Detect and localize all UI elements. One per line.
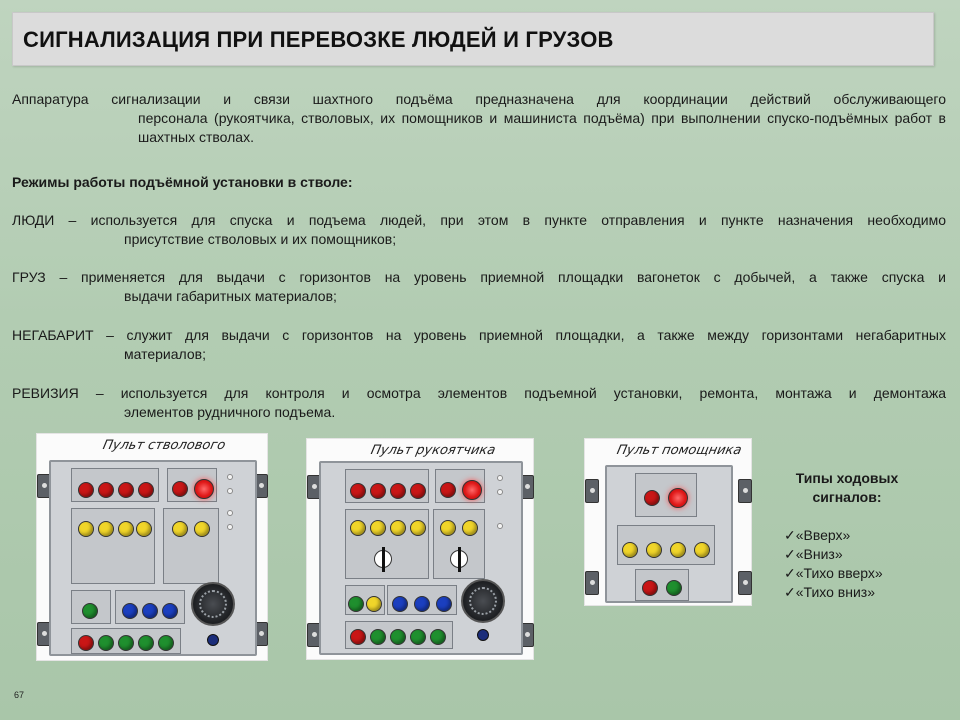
yellow-lamp-icon [194, 521, 210, 537]
lamp-box [163, 508, 219, 584]
indicator-dot-icon [497, 523, 503, 529]
red-lamp-icon [172, 481, 188, 497]
indicator-dot-icon [497, 489, 503, 495]
signal-item: «Вверх» [795, 527, 851, 543]
yellow-lamp-icon [98, 521, 114, 537]
panel-stvolovoy-image [36, 433, 268, 661]
lamp-box [71, 590, 111, 624]
indicator-dot-icon [497, 475, 503, 481]
yellow-lamp-icon [350, 520, 366, 536]
lamp-box [635, 569, 689, 601]
red-lamp-icon [78, 482, 94, 498]
list-item: ✓«Тихо вниз» [784, 584, 875, 600]
green-lamp-icon [430, 629, 446, 645]
key-switch-icon [374, 550, 392, 568]
panel-rukoyatchik-image [306, 438, 534, 660]
title-bar [12, 12, 934, 66]
page-title: СИГНАЛИЗАЦИЯ ПРИ ПЕРЕВОЗКЕ ЛЮДЕЙ И ГРУЗОВ [23, 27, 614, 52]
red-lamp-icon [350, 483, 366, 499]
indicator-dot-icon [227, 488, 233, 494]
yellow-lamp-icon [172, 521, 188, 537]
yellow-lamp-icon [410, 520, 426, 536]
red-lamp-icon [98, 482, 114, 498]
mode-line: присутствие стволовых и их помощников; [124, 231, 397, 247]
lamp-box [617, 525, 715, 565]
mode-line: НЕГАБАРИТ – служит для выдачи с горизонтов на уровень приемной площадки, а также между горизонтами негабаритных [12, 327, 946, 343]
blue-lamp-icon [414, 596, 430, 612]
lamp-box [387, 585, 457, 615]
list-item: ✓«Вверх» [784, 527, 851, 543]
lamp-box [345, 585, 385, 615]
red-lamp-icon [440, 482, 456, 498]
mode-line: ЛЮДИ – используется для спуска и подъема людей, при этом в пункте отправления и пункте назначения необходимо [12, 212, 946, 228]
green-lamp-icon [390, 629, 406, 645]
lamp-box [435, 469, 485, 503]
panel-label: Пульт рукоятчика [369, 443, 497, 458]
mode-line: элементов рудничного подъема. [124, 404, 336, 420]
yellow-lamp-icon [78, 521, 94, 537]
yellow-lamp-icon [118, 521, 134, 537]
signal-lamp-icon [194, 479, 214, 499]
mode-negabarit [12, 326, 946, 364]
intro-first-line: Аппаратура сигнализации и связи шахтного подъёма предназначена для координации действий обслуживающего [12, 91, 946, 107]
red-lamp-icon [644, 490, 660, 506]
page-number: 67 [14, 690, 25, 700]
red-lamp-icon [410, 483, 426, 499]
mode-line: материалов; [124, 346, 206, 362]
green-lamp-icon [138, 635, 154, 651]
blue-lamp-icon [436, 596, 452, 612]
lamp-box [71, 468, 159, 502]
lamp-box [433, 509, 485, 579]
mount-ear-icon [585, 479, 599, 503]
blue-lamp-icon [122, 603, 138, 619]
yellow-lamp-icon [136, 521, 152, 537]
lamp-box [345, 469, 429, 503]
mount-ear-icon [738, 571, 752, 595]
green-lamp-icon [370, 629, 386, 645]
green-lamp-icon [410, 629, 426, 645]
mode-line: выдачи габаритных материалов; [124, 288, 337, 304]
panel-label: Пульт помощника [615, 443, 743, 458]
panel-plate [319, 461, 523, 655]
yellow-lamp-icon [390, 520, 406, 536]
red-lamp-icon [78, 635, 94, 651]
panel-plate [49, 460, 257, 656]
green-lamp-icon [82, 603, 98, 619]
blue-lamp-icon [162, 603, 178, 619]
mode-lyudi [12, 211, 946, 249]
lamp-box [71, 628, 181, 654]
mount-ear-icon [585, 571, 599, 595]
mode-gruz [12, 268, 946, 306]
signals-title: Типы ходовых сигналов: [795, 470, 899, 505]
lamp-box [345, 621, 453, 649]
list-item: ✓«Вниз» [784, 546, 843, 562]
red-lamp-icon [138, 482, 154, 498]
green-lamp-icon [348, 596, 364, 612]
yellow-lamp-icon [366, 596, 382, 612]
mode-line: ГРУЗ – применяется для выдачи с горизонтов на уровень приемной площадки вагонеток с добычей, а также спуска и [12, 269, 946, 285]
intro-paragraph [12, 90, 946, 147]
signal-item: «Вниз» [795, 546, 843, 562]
panel-plate [605, 465, 733, 603]
switch-knob-icon [477, 629, 489, 641]
switch-knob-icon [207, 634, 219, 646]
indicator-dot-icon [227, 474, 233, 480]
panel-label: Пульт стволового [101, 438, 227, 453]
green-lamp-icon [118, 635, 134, 651]
lamp-box [345, 509, 429, 579]
red-lamp-icon [350, 629, 366, 645]
red-lamp-icon [370, 483, 386, 499]
signal-item: «Тихо вниз» [795, 584, 875, 600]
yellow-lamp-icon [670, 542, 686, 558]
speaker-grille-icon [191, 582, 235, 626]
yellow-lamp-icon [370, 520, 386, 536]
lamp-box [115, 590, 185, 624]
signal-item: «Тихо вверх» [795, 565, 883, 581]
panel-pomoshchnik-image [584, 438, 752, 606]
indicator-dot-icon [227, 510, 233, 516]
green-lamp-icon [666, 580, 682, 596]
blue-lamp-icon [142, 603, 158, 619]
green-lamp-icon [98, 635, 114, 651]
red-lamp-icon [118, 482, 134, 498]
red-lamp-icon [390, 483, 406, 499]
yellow-lamp-icon [440, 520, 456, 536]
lamp-box [167, 468, 217, 502]
intro-continuation: персонала (рукоятчика, стволовых, их помощников и машиниста подъёма) при выполнении спуско-подъёмных работ в шахтных стволах. [138, 110, 946, 145]
mode-reviziya [12, 384, 946, 422]
lamp-box [71, 508, 155, 584]
lamp-box [635, 473, 697, 517]
green-lamp-icon [158, 635, 174, 651]
red-lamp-icon [642, 580, 658, 596]
signal-lamp-icon [668, 488, 688, 508]
key-switch-icon [450, 550, 468, 568]
indicator-dot-icon [227, 524, 233, 530]
list-item: ✓«Тихо вверх» [784, 565, 883, 581]
yellow-lamp-icon [646, 542, 662, 558]
signal-lamp-icon [462, 480, 482, 500]
yellow-lamp-icon [462, 520, 478, 536]
blue-lamp-icon [392, 596, 408, 612]
mount-ear-icon [738, 479, 752, 503]
yellow-lamp-icon [694, 542, 710, 558]
signals-list [784, 526, 883, 602]
modes-heading: Режимы работы подъёмной установки в стволе: [12, 174, 353, 190]
mode-line: РЕВИЗИЯ – используется для контроля и осмотра элементов подъемной установки, ремонта, монтажа и демонтажа [12, 385, 946, 401]
speaker-grille-icon [461, 579, 505, 623]
yellow-lamp-icon [622, 542, 638, 558]
